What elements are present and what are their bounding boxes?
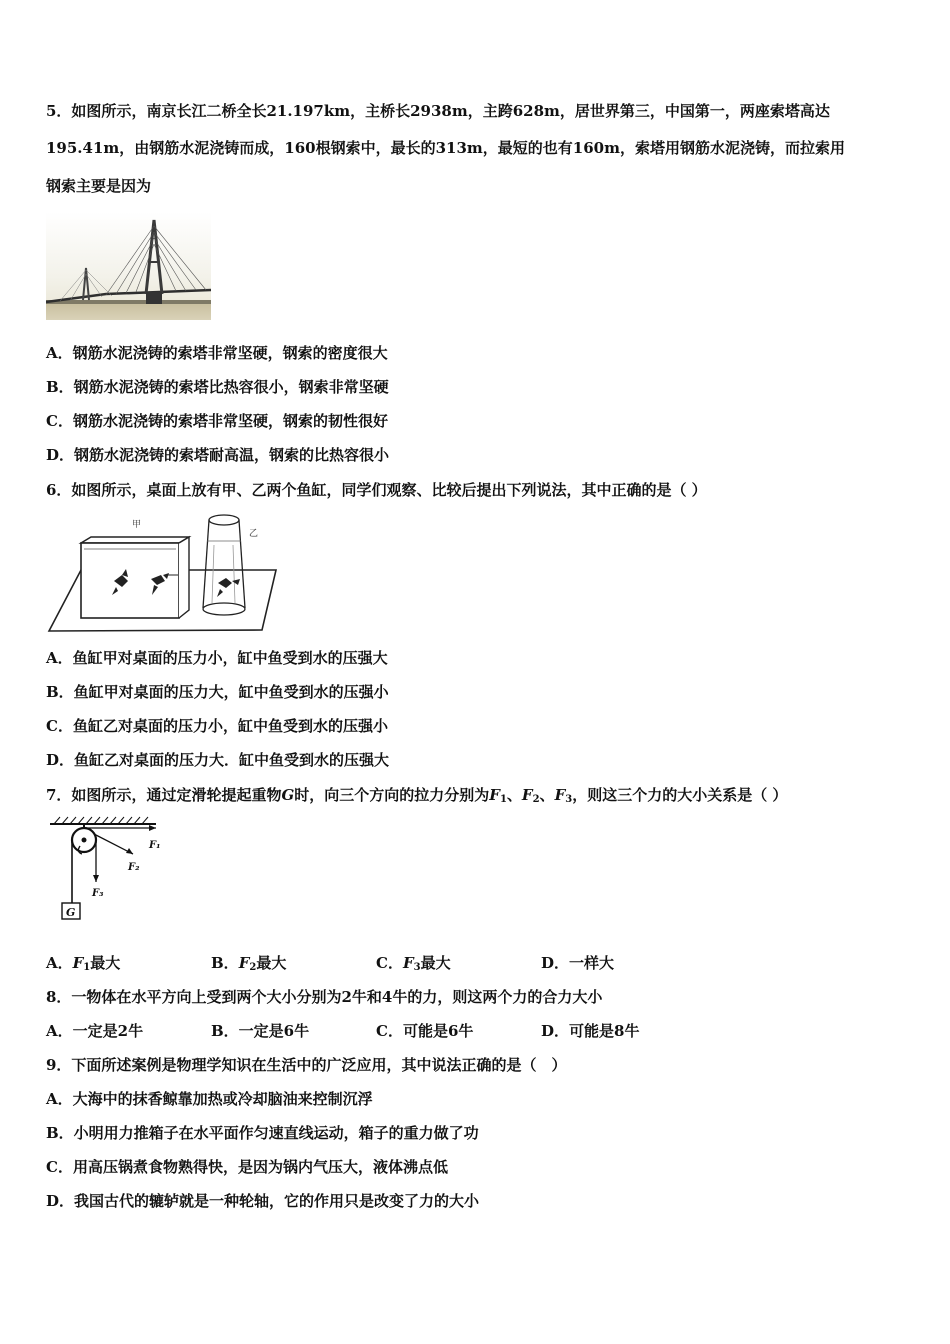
q9-option-d: D．我国古代的辘轳就是一种轮轴，它的作用只是改变了力的大小 xyxy=(46,1192,480,1210)
q9-option-b: B．小明用力推箱子在水平面作匀速直线运动，箱子的重力做了功 xyxy=(46,1124,479,1142)
label-yi: 乙 xyxy=(249,529,259,539)
F2-label: F₂ xyxy=(128,862,140,873)
q7-option-d: D．一样大 xyxy=(541,954,615,972)
q5-option-c: C．钢筋水泥浇铸的索塔非常坚硬，钢索的韧性很好 xyxy=(46,412,388,430)
q8-option-c: C．可能是6牛 xyxy=(376,1022,474,1040)
q6-option-c: C．鱼缸乙对桌面的压力小，缸中鱼受到水的压强小 xyxy=(46,717,388,735)
q7-option-a: A．$F_1$最大 xyxy=(46,954,121,973)
q9-stem: 9．下面所述案例是物理学知识在生活中的广泛应用，其中说法正确的是（ ） xyxy=(46,1056,567,1074)
fish-tank-figure xyxy=(46,513,278,635)
bridge-photo xyxy=(46,212,211,320)
q5-option-a: A．钢筋水泥浇铸的索塔非常坚硬，钢索的密度很大 xyxy=(46,344,388,362)
F1-label: F₁ xyxy=(149,840,161,851)
q8-option-d: D．可能是8牛 xyxy=(541,1022,640,1040)
q7-stem: 7．如图所示，通过定滑轮提起重物G时，向三个方向的拉力分别为$F_1$、$F_2$、$F_3$，则这三个力的大小关系是（ ） xyxy=(46,786,788,805)
q5-stem-line2: 195.41m，由钢筋水泥浇铸而成，160根钢索中，最长的313m，最短的也有160m，索塔用钢筋水泥浇铸，而拉索用 xyxy=(46,139,845,157)
q7-option-c: C．$F_3$最大 xyxy=(376,954,451,973)
q6-option-a: A．鱼缸甲对桌面的压力小，缸中鱼受到水的压强大 xyxy=(46,649,388,667)
q5-option-d: D．钢筋水泥浇铸的索塔耐高温，钢索的比热容很小 xyxy=(46,446,390,464)
q5-stem-line1: 5．如图所示，南京长江二桥全长21.197km，主桥长2938m，主跨628m，居世界第三，中国第一，两座索塔高达 xyxy=(46,102,830,120)
F3-label: F₃ xyxy=(92,888,104,899)
q6-option-d: D．鱼缸乙对桌面的压力大．缸中鱼受到水的压强大 xyxy=(46,751,390,769)
q6-stem: 6．如图所示，桌面上放有甲、乙两个鱼缸，同学们观察、比较后提出下列说法，其中正确的是（ ） xyxy=(46,481,707,499)
q6-option-b: B．鱼缸甲对桌面的压力大，缸中鱼受到水的压强小 xyxy=(46,683,389,701)
q5-option-b: B．钢筋水泥浇铸的索塔比热容很小，钢索非常坚硬 xyxy=(46,378,389,396)
pulley-figure xyxy=(46,816,176,924)
q8-option-b: B．一定是6牛 xyxy=(211,1022,310,1040)
q9-option-c: C．用高压锅煮食物熟得快，是因为锅内气压大，液体沸点低 xyxy=(46,1158,448,1176)
q7-option-b: B．$F_2$最大 xyxy=(211,954,287,973)
q9-option-a: A．大海中的抹香鲸靠加热或冷却脑油来控制沉浮 xyxy=(46,1090,373,1108)
q8-option-a: A．一定是2牛 xyxy=(46,1022,144,1040)
weight-G-label: G xyxy=(66,906,76,919)
q8-stem: 8．一物体在水平方向上受到两个大小分别为2牛和4牛的力，则这两个力的合力大小 xyxy=(46,988,603,1006)
label-jia: 甲 xyxy=(132,520,142,530)
q5-stem-line3: 钢索主要是因为 xyxy=(46,177,152,195)
